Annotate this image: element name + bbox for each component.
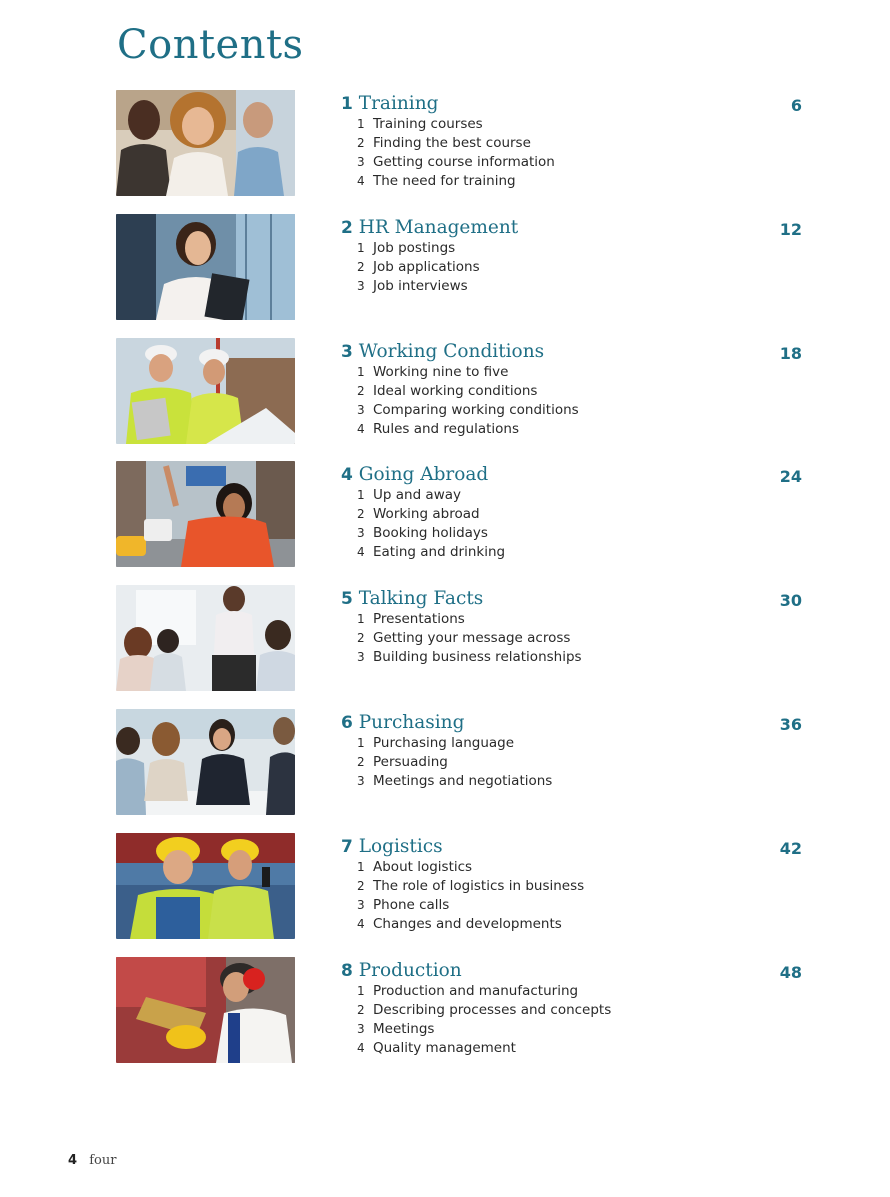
lesson-number: 4 [357,174,365,189]
lesson-number: 2 [357,260,365,275]
photo-meeting [116,709,295,815]
photo-hr-woman [116,214,295,320]
contents-unit-talking-facts [0,585,890,691]
lesson-number: 2 [357,507,365,522]
unit-page-number: 36 [779,715,802,734]
lesson-item[interactable] [357,401,579,420]
lesson-title: Up and away [373,487,462,503]
lesson-title: Purchasing language [373,735,515,751]
lesson-number: 2 [357,879,365,894]
lesson-item[interactable] [357,115,555,134]
unit-title: HR Management [358,217,519,238]
lesson-list [357,734,552,791]
lesson-title: Ideal working conditions [373,383,538,400]
unit-number: 7 [341,837,353,857]
lesson-title: Describing processes and concepts [373,1002,612,1019]
unit-title: Talking Facts [358,588,484,609]
lesson-item[interactable] [357,382,579,401]
lesson-item[interactable] [357,505,505,524]
photo-presentation [116,585,295,691]
lesson-item[interactable] [357,486,505,505]
lesson-number: 1 [357,612,365,626]
lesson-title: The need for training [373,173,516,190]
lesson-number: 2 [357,755,365,770]
contents-unit-production [0,957,890,1063]
unit-number: 8 [341,961,353,981]
lesson-item[interactable] [357,524,505,543]
contents-unit-purchasing [0,709,890,815]
page-footer [68,1153,116,1168]
photo-training-group [116,90,295,196]
lesson-number: 3 [357,279,365,294]
lesson-number: 3 [357,526,365,541]
lesson-number: 1 [357,736,365,750]
lesson-number: 2 [357,136,365,151]
unit-heading[interactable] [341,93,438,115]
photo-production-worker [116,957,295,1063]
unit-page-number: 6 [790,96,802,115]
lesson-item[interactable] [357,543,505,562]
lesson-title: Booking holidays [373,525,488,542]
page-title: Contents [117,22,304,68]
unit-page-number: 12 [779,220,802,239]
lesson-number: 4 [357,917,365,932]
lesson-item[interactable] [357,172,555,191]
unit-number: 4 [341,465,353,485]
lesson-list [357,363,579,439]
unit-heading[interactable] [341,217,518,239]
lesson-number: 4 [357,545,365,560]
lesson-title: Phone calls [373,897,450,914]
lesson-item[interactable] [357,629,582,648]
photo-construction-workers [116,338,295,444]
lesson-title: Training courses [373,116,483,132]
lesson-number: 1 [357,241,365,255]
lesson-item[interactable] [357,915,584,934]
contents-unit-logistics [0,833,890,939]
lesson-number: 3 [357,403,365,418]
unit-page-number: 18 [779,344,802,363]
lesson-number: 2 [357,1003,365,1018]
lesson-item[interactable] [357,239,480,258]
unit-title: Production [358,960,462,981]
lesson-title: Working nine to five [373,364,509,380]
lesson-number: 2 [357,384,365,399]
footer-page-number: 4 [68,1153,78,1168]
unit-heading[interactable] [341,960,462,982]
lesson-number: 4 [357,422,365,437]
lesson-title: Job applications [373,259,480,276]
unit-heading[interactable] [341,341,544,363]
lesson-number: 4 [357,1041,365,1056]
lesson-item[interactable] [357,1020,611,1039]
lesson-item[interactable] [357,648,582,667]
lesson-title: Quality management [373,1040,516,1057]
lesson-list [357,858,584,934]
lesson-number: 1 [357,860,365,874]
lesson-title: Production and manufacturing [373,983,579,999]
lesson-title: Changes and developments [373,916,562,933]
unit-number: 3 [341,342,353,362]
contents-unit-going-abroad [0,461,890,567]
unit-number: 2 [341,218,353,238]
lesson-list [357,982,611,1058]
lesson-number: 1 [357,488,365,502]
lesson-item[interactable] [357,610,582,629]
lesson-item[interactable] [357,420,579,439]
lesson-title: Meetings and negotiations [373,773,553,790]
lesson-title: Comparing working conditions [373,402,579,419]
unit-heading[interactable] [341,588,483,610]
lesson-number: 2 [357,631,365,646]
lesson-item[interactable] [357,1039,611,1058]
lesson-title: Getting course information [373,154,555,171]
lesson-item[interactable] [357,772,552,791]
unit-heading[interactable] [341,712,464,734]
lesson-title: Finding the best course [373,135,531,152]
lesson-number: 1 [357,984,365,998]
lesson-item[interactable] [357,153,555,172]
lesson-title: Persuading [373,754,448,771]
lesson-number: 3 [357,898,365,913]
lesson-title: Job interviews [373,278,468,295]
contents-unit-hr-management [0,214,890,320]
unit-page-number: 48 [779,963,802,982]
unit-number: 5 [341,589,353,609]
lesson-title: Rules and regulations [373,421,520,438]
unit-title: Going Abroad [358,464,489,485]
unit-number: 6 [341,713,353,733]
lesson-list [357,239,480,296]
lesson-number: 1 [357,117,365,131]
unit-heading[interactable] [341,464,488,486]
unit-title: Training [358,93,439,114]
lesson-title: Meetings [373,1021,435,1038]
lesson-number: 3 [357,1022,365,1037]
lesson-title: About logistics [373,859,473,875]
lesson-item[interactable] [357,734,552,753]
lesson-item[interactable] [357,258,480,277]
lesson-item[interactable] [357,896,584,915]
lesson-title: Job postings [373,240,456,256]
lesson-item[interactable] [357,982,611,1001]
lesson-number: 1 [357,365,365,379]
lesson-title: Getting your message across [373,630,571,647]
lesson-title: Presentations [373,611,465,627]
lesson-item[interactable] [357,1001,611,1020]
contents-unit-working-conditions [0,338,890,444]
lesson-item[interactable] [357,134,555,153]
unit-heading[interactable] [341,836,443,858]
unit-number: 1 [341,94,353,114]
lesson-item[interactable] [357,858,584,877]
unit-title: Working Conditions [358,341,545,362]
lesson-list [357,610,582,667]
lesson-item[interactable] [357,877,584,896]
photo-logistics-workers [116,833,295,939]
unit-title: Purchasing [358,712,465,733]
photo-city-woman [116,461,295,567]
footer-page-word: four [89,1153,117,1168]
lesson-item[interactable] [357,277,480,296]
lesson-list [357,115,555,191]
lesson-title: The role of logistics in business [373,878,585,895]
unit-page-number: 24 [779,467,802,486]
lesson-number: 3 [357,155,365,170]
contents-unit-training [0,90,890,196]
unit-page-number: 42 [779,839,802,858]
lesson-number: 3 [357,650,365,665]
lesson-title: Eating and drinking [373,544,506,561]
unit-title: Logistics [358,836,443,857]
unit-page-number: 30 [779,591,802,610]
lesson-title: Working abroad [373,506,480,523]
lesson-list [357,486,505,562]
lesson-item[interactable] [357,753,552,772]
lesson-title: Building business relationships [373,649,582,666]
lesson-item[interactable] [357,363,579,382]
lesson-number: 3 [357,774,365,789]
